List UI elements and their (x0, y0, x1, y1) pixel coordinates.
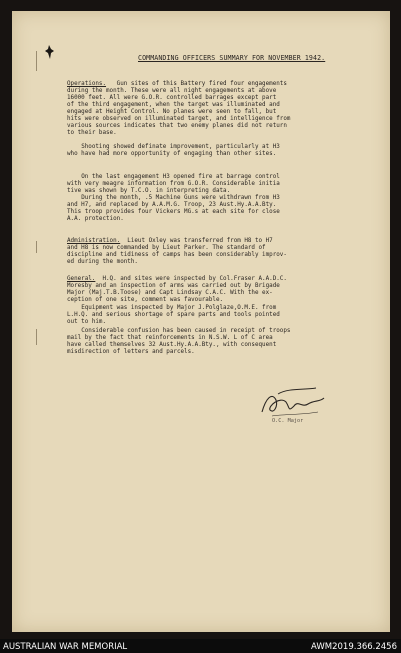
operations-line: Shooting showed definate improvement, particularly at H3 (81, 144, 280, 150)
operations-line: and H7, and replaced by A.A.M.G. Troop, 23 Aust.Hy.A.A.Bty. (67, 202, 277, 208)
operations-line: engaged at Height Control. No planes were seen to fall, but (67, 109, 277, 115)
operations-heading: Operations. (67, 81, 107, 87)
margin-mark (36, 329, 37, 345)
margin-mark (36, 241, 37, 253)
footer-bar (0, 639, 401, 653)
document-page (12, 11, 390, 632)
general-line: ception of one site, comment was favourable. (67, 297, 224, 303)
operations-line: During the month, .5 Machine Guns were withdrawn from H3 (81, 195, 280, 201)
operations-paragraph-4 (67, 195, 280, 223)
operations-line: 16000 feet. All were G.O.R. controlled barrages except part (67, 95, 277, 101)
administration-line: ed during the month. (67, 259, 138, 265)
operations-line-1: Operations. Gun sites of this Battery fired four engagements (67, 81, 287, 87)
operations-line: A.A. protection. (67, 216, 124, 222)
administration-line: and H8 is now commanded by Lieut Parker. The standard of (67, 245, 266, 251)
operations-line: various sources indicates that two enemy planes did not return (67, 123, 287, 129)
operations-line: who have had more opportunity of engaging than other sites. (67, 151, 277, 157)
operations-paragraph-3 (67, 174, 280, 195)
general-line: Moresby and an inspection of arms was carried out by Brigade (67, 283, 280, 289)
footer-source: AUSTRALIAN WAR MEMORIAL (3, 642, 128, 652)
general-line: mail by the fact that reinforcements in N.S.W. L of C area (67, 335, 273, 341)
operations-line: hits were observed on illuminated target, and intelligence from (67, 116, 291, 122)
document-title: COMMANDING OFFICERS SUMMARY FOR NOVEMBER 1942. (138, 54, 326, 62)
administration-paragraph (67, 238, 287, 266)
general-line: L.H.Q. and serious shortage of spare parts and tools pointed (67, 312, 280, 318)
administration-line-1: Administration. Lieut Oxley was transferred from H8 to H7 (67, 238, 273, 244)
general-paragraph (67, 276, 287, 304)
operations-line: On the last engagement H3 opened fire at barrage control (81, 174, 280, 180)
general-line: out to him. (67, 319, 107, 325)
operations-line: tive was shown by T.C.O. in interpreting data. (67, 188, 231, 194)
general-paragraph-2 (67, 305, 280, 326)
general-heading: General. (67, 276, 96, 282)
general-line-1: General. H.Q. and sites were inspected by Col.Fraser A.A.D.C. (67, 276, 287, 282)
general-line: Equipment was inspected by Major J.Polglaze,O.M.E. from (81, 305, 277, 311)
general-paragraph-3 (67, 328, 290, 356)
operations-line: of the third engagement, when the target was illuminated and (67, 102, 280, 108)
operations-line: This troop provides four Vickers MG.s at each site for close (67, 209, 280, 215)
general-line: misdirection of letters and parcels. (67, 349, 195, 355)
general-line: Major (Maj.T.B.Toose) and Capt Lindsay C.A.C. With the ex- (67, 290, 273, 296)
operations-paragraph-2 (67, 144, 280, 158)
general-line: Considerable confusion has been caused in receipt of troops (81, 328, 291, 334)
footer-accession-number: AWM2019.366.2456 (311, 642, 397, 652)
handwritten-signature (258, 386, 328, 420)
ink-blot-mark (45, 45, 54, 59)
operations-paragraph (67, 81, 290, 137)
administration-line: discipline and tidiness of camps has been considerably improv- (67, 252, 287, 258)
administration-heading: Administration. (67, 238, 121, 244)
operations-line: during the month. These were all night engagements at above (67, 88, 277, 94)
margin-mark (36, 51, 37, 71)
signature-caption: O.C. Major (272, 418, 304, 424)
general-line: have called themselves 32 Aust.Hy.A.A.Bty., with consequent (67, 342, 277, 348)
operations-line: with very meagre information from G.O.R. Considerable initia (67, 181, 280, 187)
operations-line: to their base. (67, 130, 117, 136)
